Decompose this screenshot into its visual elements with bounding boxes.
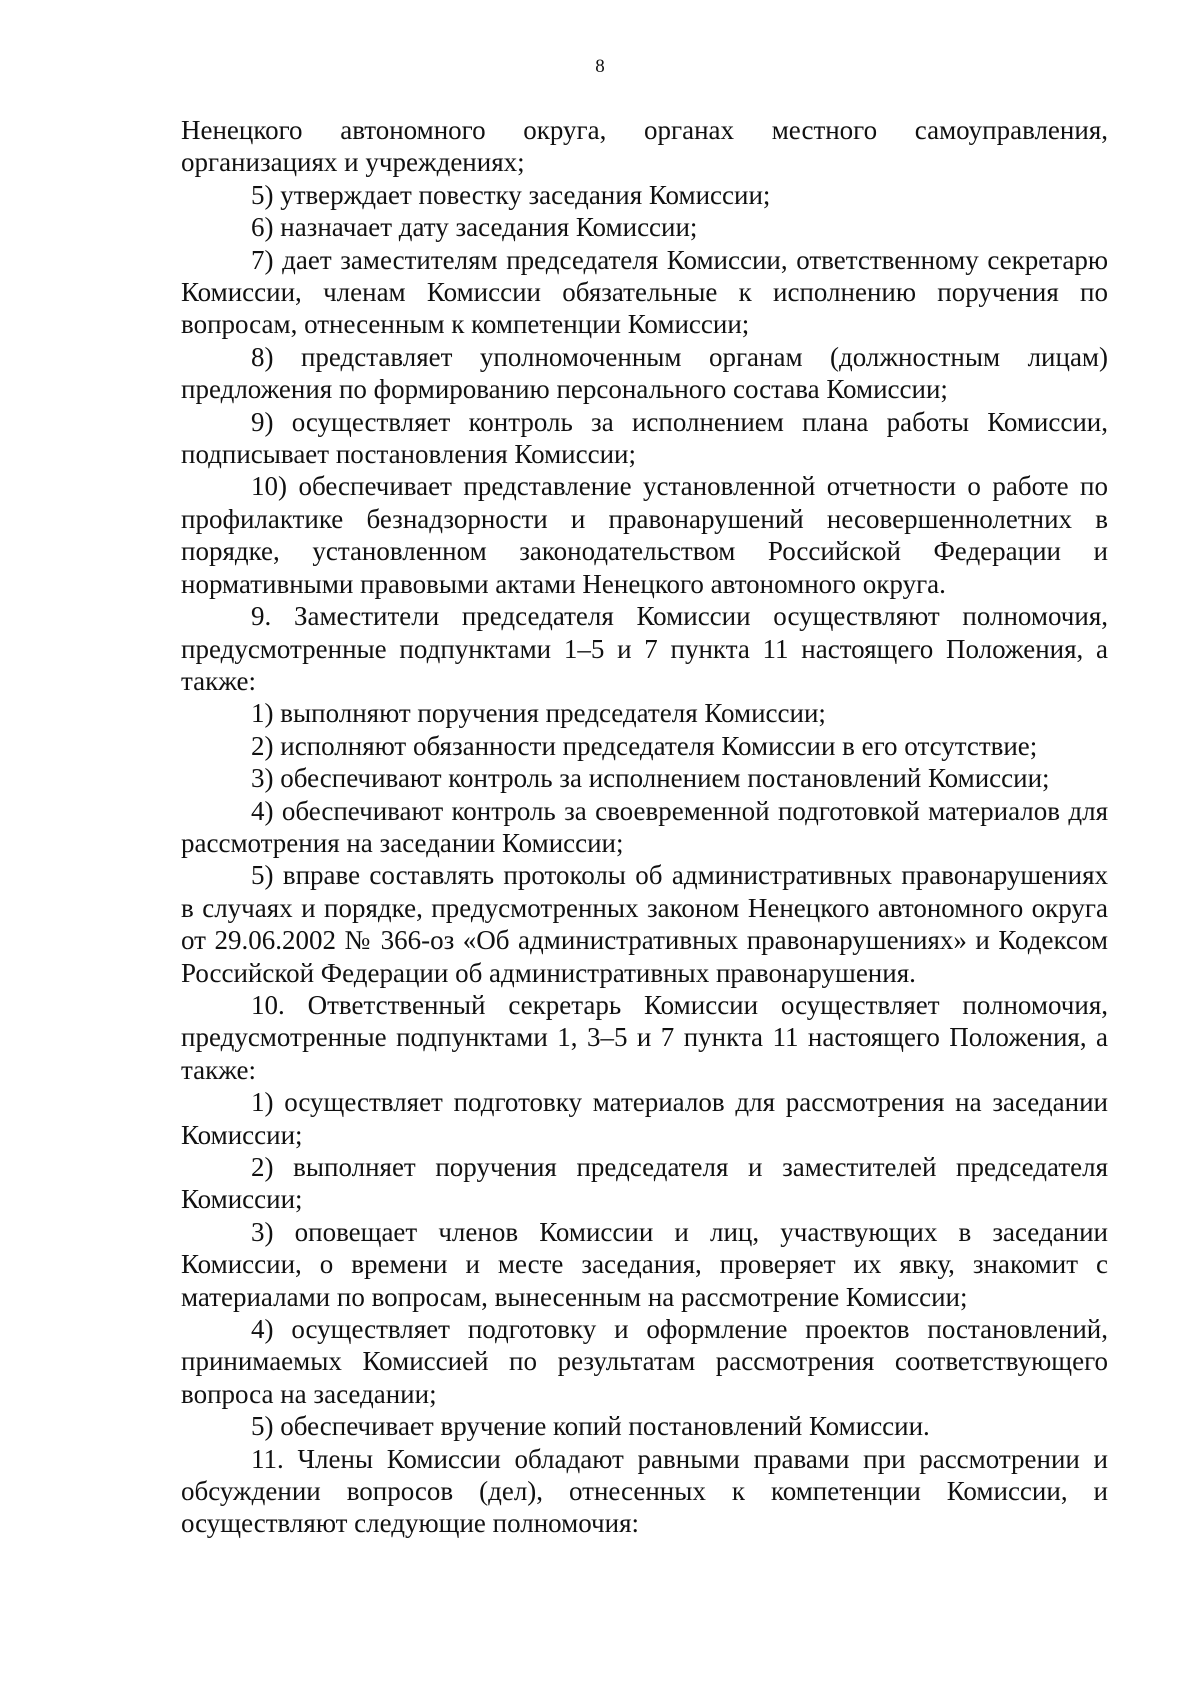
paragraph-continuation: Ненецкого автономного округа, органах местного самоуправления, организациях и учреждениях; — [181, 115, 1108, 178]
paragraph-deputy-item-1: 1) выполняют поручения председателя Комиссии; — [251, 698, 826, 729]
paragraph-item-9-control: 9) осуществляет контроль за исполнением плана работы Комиссии, подписывает постановления Комиссии; — [181, 406, 1108, 470]
paragraph-item-10-reporting: 10) обеспечивает представление установленной отчетности о работе по профилактике безнадзорности и правонарушений несовершеннолетних в порядке, установленном законодательством Российской Федерации и нормативными правовыми актами Ненецкого автономного округа. — [181, 471, 1108, 599]
paragraph-section-9: 9. Заместители председателя Комиссии осуществляют полномочия, предусмотренные подпунктами 1–5 и 7 пункта 11 настоящего Положения, а также: — [181, 601, 1108, 696]
paragraph-item-5-agenda: 5) утверждает повестку заседания Комиссии; — [251, 179, 771, 210]
paragraph-section-11: 11. Члены Комиссии обладают равными правами при рассмотрении и обсуждении вопросов (дел), отнесенных к компетенции Комиссии, и осуществляют следующие полномочия: — [181, 1443, 1108, 1539]
paragraph-deputy-item-2: 2) исполняют обязанности председателя Комиссии в его отсутствие; — [251, 730, 1038, 761]
paragraph-deputy-item-5: 5) вправе составлять протоколы об административных правонарушениях в случаях и порядке, предусмотренных законом Ненецкого автономного округа от 29.06.2002 № 366-оз «Об административных правонарушениях» и Кодексом Российской Федерации об административных правонарушения. — [181, 860, 1108, 988]
page-number: 8 — [595, 56, 605, 77]
document-body — [181, 114, 1108, 1540]
paragraph-item-7-instructions: 7) дает заместителям председателя Комиссии, ответственному секретарю Комиссии, членам Комиссии обязательные к исполнению поручения по вопросам, отнесенным к компетенции Комиссии; — [181, 244, 1108, 340]
paragraph-secretary-item-3: 3) оповещает членов Комиссии и лиц, участвующих в заседании Комиссии, о времени и месте заседания, проверяет их явку, знакомит с материалами по вопросам, вынесенным на рассмотрение Комиссии; — [181, 1216, 1108, 1312]
paragraph-deputy-item-3: 3) обеспечивают контроль за исполнением постановлений Комиссии; — [251, 763, 1050, 794]
paragraph-deputy-item-4: 4) обеспечивают контроль за своевременной подготовкой материалов для рассмотрения на заседании Комиссии; — [181, 795, 1108, 858]
paragraph-secretary-item-5: 5) обеспечивает вручение копий постановлений Комиссии. — [251, 1411, 930, 1442]
paragraph-secretary-item-4: 4) осуществляет подготовку и оформление проектов постановлений, принимаемых Комиссией по результатам рассмотрения соответствующего вопроса на заседании; — [181, 1314, 1108, 1409]
paragraph-item-8-proposals: 8) представляет уполномоченным органам (должностным лицам) предложения по формированию персонального состава Комиссии; — [181, 341, 1108, 405]
paragraph-secretary-item-2: 2) выполняет поручения председателя и заместителей председателя Комиссии; — [181, 1152, 1108, 1215]
paragraph-secretary-item-1: 1) осуществляет подготовку материалов для рассмотрения на заседании Комиссии; — [181, 1087, 1108, 1150]
paragraph-section-10: 10. Ответственный секретарь Комиссии осуществляет полномочия, предусмотренные подпунктами 1, 3–5 и 7 пункта 11 настоящего Положения, а также: — [181, 989, 1108, 1085]
paragraph-item-6-date: 6) назначает дату заседания Комиссии; — [251, 212, 698, 243]
